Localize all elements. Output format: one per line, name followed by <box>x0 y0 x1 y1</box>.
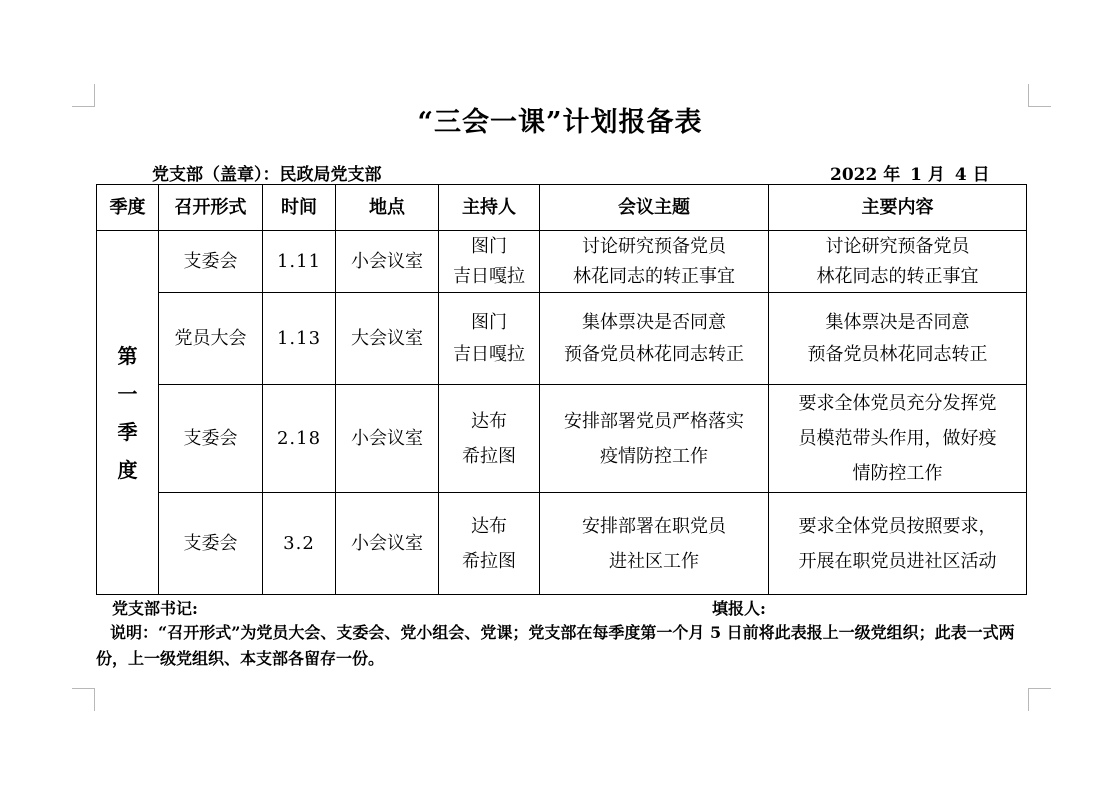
cell-time: 3.2 <box>263 493 336 595</box>
host-line: 吉日嘎拉 <box>453 265 525 287</box>
header-season: 季度 <box>97 185 159 231</box>
cell-time: 1.11 <box>263 231 336 293</box>
cell-form: 党员大会 <box>159 293 263 385</box>
cell-time: 2.18 <box>263 385 336 493</box>
topic-line: 安排部署党员严格落实 <box>564 410 744 432</box>
table-row <box>97 231 1027 293</box>
cell-content <box>769 293 1027 385</box>
season-char: 季 <box>117 419 138 444</box>
host-line: 图门 <box>471 235 507 257</box>
topic-line: 疫情防控工作 <box>600 445 708 467</box>
cell-host <box>439 231 540 293</box>
cell-content <box>769 385 1027 493</box>
host-line: 希拉图 <box>462 550 516 572</box>
date-year: 2022 年 <box>830 165 901 185</box>
header-place: 地点 <box>336 185 439 231</box>
header-host: 主持人 <box>439 185 540 231</box>
host-line: 吉日嘎拉 <box>453 343 525 365</box>
header-content: 主要内容 <box>769 185 1027 231</box>
report-date <box>830 160 994 185</box>
table-row <box>97 293 1027 385</box>
cell-place: 小会议室 <box>336 385 439 493</box>
cell-place: 小会议室 <box>336 493 439 595</box>
cell-content <box>769 493 1027 595</box>
cell-topic <box>540 385 769 493</box>
topic-line: 林花同志的转正事宜 <box>573 265 735 287</box>
host-line: 图门 <box>471 311 507 333</box>
content-line: 预备党员林花同志转正 <box>807 343 988 365</box>
season-char: 一 <box>117 381 138 406</box>
content-line: 要求全体党员按照要求， <box>798 515 997 537</box>
topic-line: 集体票决是否同意 <box>582 311 726 333</box>
content-line: 情防控工作 <box>852 463 943 484</box>
table-header-row <box>97 185 1027 231</box>
header-form: 召开形式 <box>159 185 263 231</box>
header-time: 时间 <box>263 185 336 231</box>
topic-line: 讨论研究预备党员 <box>582 235 726 257</box>
content-line: 集体票决是否同意 <box>825 311 970 333</box>
date-month: 1 月 <box>910 165 945 185</box>
cell-content <box>769 231 1027 293</box>
content-line: 员模范带头作用，做好疫 <box>798 428 997 449</box>
cell-form: 支委会 <box>159 231 263 293</box>
secretary-label: 党支部书记: <box>112 599 198 618</box>
filler-label: 填报人: <box>712 599 766 618</box>
plan-table <box>96 184 1027 595</box>
content-line: 开展在职党员进社区活动 <box>798 550 997 572</box>
cell-form: 支委会 <box>159 385 263 493</box>
explanation-note: 说明：“召开形式”为党员大会、支委会、党小组会、党课；党支部在每季度第一个月 5 日前将此表报上一级党组织；此表一式两份，上一级党组织、本支部各留存一份。 <box>96 623 1015 668</box>
season-char: 度 <box>117 457 138 482</box>
table-row <box>97 493 1027 595</box>
branch-line <box>152 160 382 185</box>
cell-host <box>439 493 540 595</box>
table-row <box>97 385 1027 493</box>
host-line: 达布 <box>471 515 507 537</box>
content-line: 讨论研究预备党员 <box>825 235 970 257</box>
cell-topic <box>540 493 769 595</box>
cell-place: 大会议室 <box>336 293 439 385</box>
date-day: 4 日 <box>954 165 990 185</box>
content-line: 林花同志的转正事宜 <box>816 265 979 287</box>
cell-place: 小会议室 <box>336 231 439 293</box>
crop-mark-bottom-right <box>1028 688 1051 711</box>
cell-form: 支委会 <box>159 493 263 595</box>
season-cell <box>97 231 159 595</box>
crop-mark-bottom-left <box>72 688 95 711</box>
branch-name: 民政局党支部 <box>279 165 382 185</box>
cell-time: 1.13 <box>263 293 336 385</box>
topic-line: 预备党员林花同志转正 <box>564 343 744 365</box>
cell-host <box>439 385 540 493</box>
header-topic: 会议主题 <box>540 185 769 231</box>
cell-host <box>439 293 540 385</box>
topic-line: 安排部署在职党员 <box>582 515 726 537</box>
document-title: “三会一课”计划报备表 <box>417 107 703 138</box>
cell-topic <box>540 293 769 385</box>
topic-line: 进社区工作 <box>609 550 699 572</box>
cell-topic <box>540 231 769 293</box>
host-line: 达布 <box>471 410 507 432</box>
branch-label: 党支部（盖章）： <box>152 165 280 185</box>
season-char: 第 <box>117 343 138 368</box>
host-line: 希拉图 <box>462 445 516 467</box>
content-line: 要求全体党员充分发挥党 <box>798 393 997 414</box>
